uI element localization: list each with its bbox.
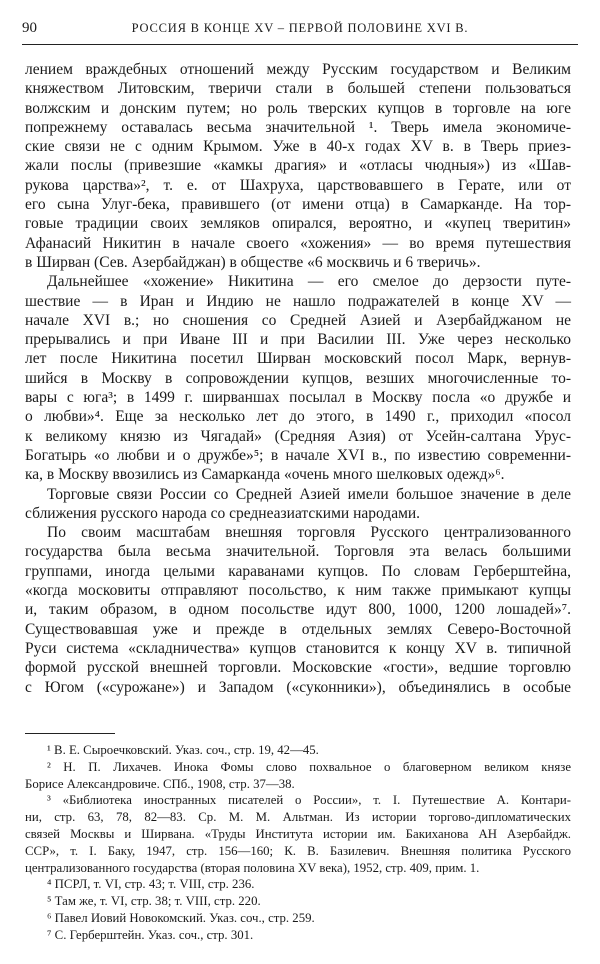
- running-title: РОССИЯ В КОНЦЕ XV – ПЕРВОЙ ПОЛОВИНЕ XVI В.: [131, 21, 469, 35]
- text-line: рукова царства»², т. е. от Шахруха, царствовавшего в Герате, или от: [25, 176, 571, 194]
- footnote-line: ни, стр. 63, 78, 82—83. Ср. М. М. Альтман. Из истории торгово-дипломатических: [25, 810, 571, 825]
- footnote-line: Борисе Александровиче. СПб., 1908, стр. 37—38.: [25, 776, 295, 791]
- text-line: группами, иногда целыми караванами купцов. По словам Герберштейна,: [25, 562, 571, 580]
- text-line: о любви»⁴. Еще за несколько лет до этого, в 1490 г., приходил «посол: [25, 408, 571, 426]
- text-line: ка, в Москву ввозились из Самарканда «очень много шелковых одежд»⁶.: [25, 466, 505, 484]
- text-line: вары с юга³; в 1499 г. ширваншах посылал в Москву посла «о дружбе и: [25, 389, 571, 407]
- text-line: с Югом («сурожане») и Западом («суконники»), объединялись в особые: [25, 678, 571, 696]
- footnote-line: ⁶ Павел Иовий Новокомский. Указ. соч., стр. 259.: [47, 910, 315, 925]
- text-line: княжеством Литовским, тверичи стали в большей степени пользоваться: [25, 80, 571, 98]
- text-line: Торговые связи России со Средней Азией имели большое значение в деле: [47, 485, 571, 503]
- text-line: лением враждебных отношений между Русским государством и Великим: [25, 61, 571, 78]
- text-line: попрежнему оставалась весьма значительной ¹. Тверь имела экономиче-: [25, 118, 571, 136]
- text-line: к великому князю из Чягадай» (Средняя Азия) от Усейн-салтана Урус-: [25, 427, 571, 445]
- text-line: ские связи не с одним Крымом. Уже в 40-х годах XV в. в Тверь приез-: [25, 138, 571, 156]
- text-line: шийся в Москву в сопровождении купцов, везших многочисленные то-: [25, 369, 571, 387]
- text-line: в Ширван (Сев. Азербайджан) в обществе «6 москвичь и 6 тверичь».: [25, 253, 481, 271]
- text-line: Богатырь «о любви и о дружбе»⁵; в начале XVI в., по известию современни-: [25, 446, 571, 464]
- footnote-line: ⁴ ПСРЛ, т. VI, стр. 43; т. VIII, стр. 236.: [47, 877, 255, 892]
- text-line: жали послы (привезшие «камкы драгия» и «отласы чюдныя») из «Шав-: [25, 157, 571, 175]
- page-number: 90: [22, 20, 37, 36]
- footnote-line: ССР», т. I. Баку, 1947, стр. 156—160; К. В. Базилевич. Внешняя политика Русского: [25, 843, 571, 858]
- text-line: лет после Никитина посетил Ширван московский посол Марк, вернув-: [25, 350, 571, 368]
- footnote-line: связей Москвы и Ширвана. «Труды Института истории им. Бакиханова АН Азербайдж.: [25, 826, 571, 841]
- footnote-line: ¹ В. Е. Сыроечковский. Указ. соч., стр. 19, 42—45.: [47, 743, 319, 757]
- text-line: Существовавшая уже и прежде в отдельных землях Северо-Восточной: [25, 620, 571, 638]
- main-text: [25, 60, 571, 697]
- text-line: По своим масштабам внешняя торговля Русского централизованного: [47, 524, 571, 542]
- text-line: говые традиции своих земляков опирался, вероятно, и «купец тверитин»: [25, 215, 571, 233]
- text-line: Афанасий Никитин в начале своего «хожения» — во время путешествия: [25, 234, 571, 252]
- footnote-line: централизованного государства (вторая половина XV века), 1952, стр. 409, прим. 1.: [25, 860, 480, 875]
- text-line: начале XVI в.; но сношения со Средней Азией и Азербайджаном не: [25, 311, 571, 329]
- footnotes: [25, 742, 571, 944]
- text-line: Руси система «складничества» купцов становится к концу XV в. типичной: [25, 639, 571, 657]
- text-line: шествие — в Иран и Индию не нашло подражателей в конце XV —: [25, 292, 571, 310]
- text-line: «когда московиты отправляют посольство, к ним также примыкают купцы: [25, 582, 571, 600]
- footnote-line: ⁵ Там же, т. VI, стр. 38; т. VIII, стр. 220.: [47, 894, 261, 909]
- footnote-line: ⁷ С. Герберштейн. Указ. соч., стр. 301.: [47, 927, 254, 942]
- footnote-line: ³ «Библиотека иностранных писателей о России», т. I. Путешествие А. Контари-: [47, 793, 571, 808]
- footnote-line: ² Н. П. Лихачев. Инока Фомы слово похвальное о благоверном великом князе: [47, 759, 571, 774]
- text-line: его сына Улуг-бека, правившего (от имени отца) в Самарканде. На тор-: [25, 196, 571, 214]
- text-line: и, таким образом, в одном посольстве идут 800, 1000, 1200 лошадей»⁷.: [25, 601, 571, 619]
- footnote-divider: [25, 733, 115, 734]
- text-line: волжским и донским путем; но роль тверских купцов в торговле на юге: [25, 99, 571, 117]
- text-line: сближения русского народа со среднеазиатскими народами.: [25, 504, 421, 522]
- page-header: [22, 20, 578, 45]
- text-line: государства была весьма значительной. Торговля эта велась большими: [25, 543, 571, 561]
- text-line: Дальнейшее «хожение» Никитина — его смелое до дерзости путе-: [47, 273, 571, 291]
- text-line: прерывались и при Иване III и при Василии III. Уже через несколько: [25, 331, 571, 349]
- text-line: формой русской внешней торговли. Московские «гости», ведшие торговлю: [25, 659, 571, 677]
